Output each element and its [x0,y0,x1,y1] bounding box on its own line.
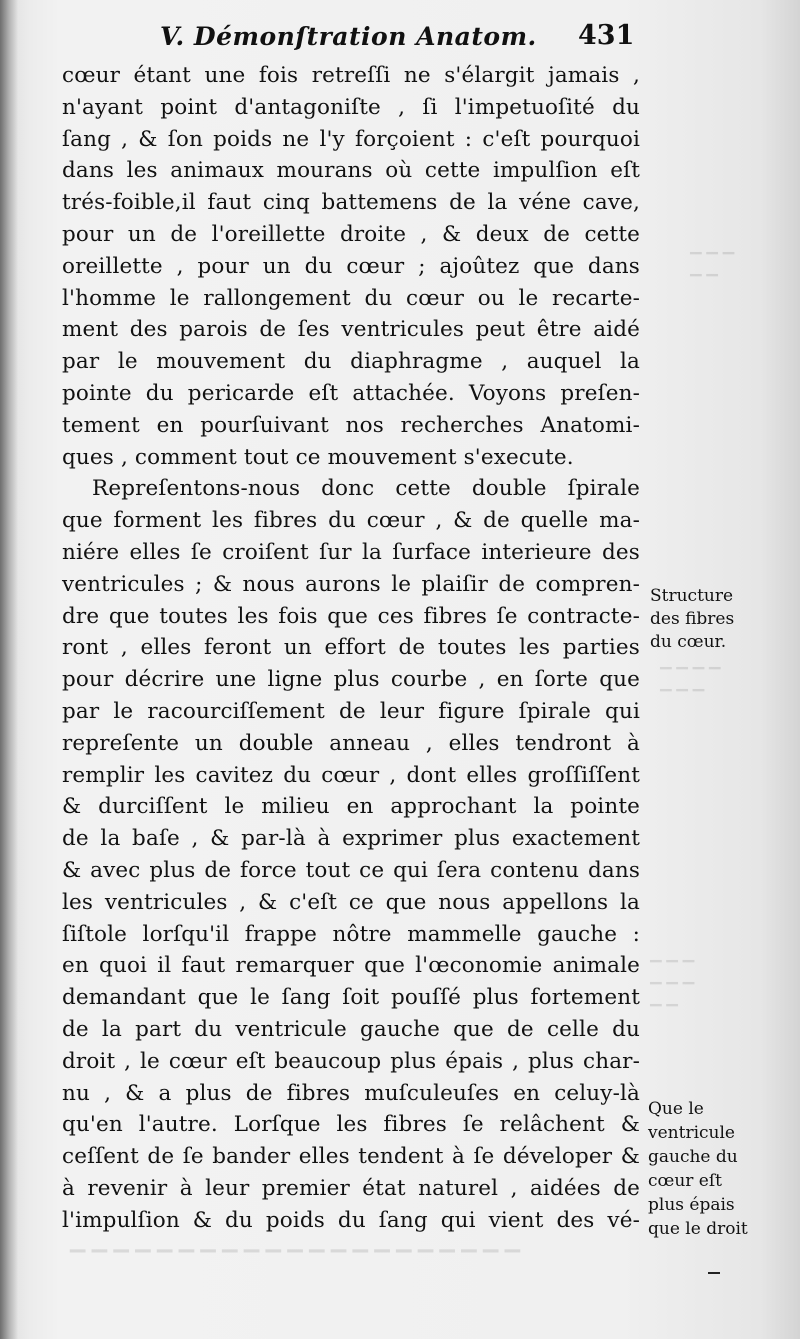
text-line: oreillette , pour un du cœur ; ajoûtez que dans [62,253,640,279]
body-text [62,60,640,1236]
margin-note-line: que le droit [648,1219,748,1239]
text-line: cœur étant une fois retreſſi ne s'élargit jamais , [62,63,640,88]
margin-note-line: gauche du [648,1147,738,1167]
text-line: de la part du ventricule gauche que de celle du [62,1016,640,1042]
text-line: ſiſtole lorſqu'il frappe nôtre mammelle gauche : [62,921,640,947]
text-line: en quoi il faut remarquer que l'œconomie animale [62,953,640,979]
text-line: par le mouvement du diaphragme , auquel la [62,349,640,375]
text-line: ques , comment tout ce mouvement s'execute. [62,444,574,470]
text-line: que forment les fibres du cœur , & de quelle ma- [62,508,640,534]
margin-note-line: Structure [650,586,734,606]
text-line: remplir les cavitez du cœur , dont elles groſſiſſent [62,762,640,788]
text-line: les ventricules , & c'eſt ce que nous appellons la [62,889,640,915]
show-through-text: ▔ ▔ ▔ ▔ ▔ ▔ ▔ [660,667,721,707]
binding-shadow [0,0,18,1339]
margin-note-line: Que le [648,1099,704,1119]
margin-note-line: des fibres [650,609,735,629]
text-line: ceſſent de ſe bander elles tendent à ſe déveloper & [62,1144,640,1170]
text-line: ſang , & ſon poids ne l'y forçoient : c'eſt pourquoi [62,126,640,152]
page-number: 431 [578,20,635,51]
margin-note-line: ventricule [648,1123,735,1143]
text-line: demandant que le ſang ſoit pouſſé plus fortement [62,985,640,1011]
paragraph-start-line: Repreſentons-nous donc cette double ſpirale [92,476,640,502]
margin-note-line: cœur eſt [648,1171,722,1191]
margin-note-structure [650,585,734,654]
text-line: dans les animaux mourans où cette impulſion eſt [62,158,640,184]
catchword-dash [708,1272,720,1274]
text-line: trés-foible,il faut cinq battemens de la véne cave, [62,190,640,216]
text-line: qu'en l'autre. Lorſque les fibres ſe relâchent & [62,1112,640,1138]
text-line: à revenir à leur premier état naturel , aidées de [62,1175,640,1201]
text-line: tement en pourſuivant nos recherches Anatomi- [62,412,640,438]
text-line: & avec plus de force tout ce qui ſera contenu dans [62,857,640,883]
text-line: ment des parois de ſes ventricules peut être aidé [62,317,640,343]
text-line: repreſente un double anneau , elles tendront à [62,730,640,756]
margin-note-line: du cœur. [650,632,727,652]
show-through-text: ▔ ▔ ▔ ▔ ▔ ▔ ▔ ▔ ▔ ▔ ▔ ▔ ▔ ▔ ▔ ▔ ▔ ▔ ▔ ▔ ▔ [70,1249,521,1273]
margin-note-line: plus épais [648,1195,735,1215]
show-through-text: ▔ ▔ ▔ ▔ ▔ ▔ ▔ ▔ [650,960,695,1022]
text-line: & durciſſent le milieu en approchant la pointe [62,794,640,820]
text-line: pour un de l'oreillette droite , & deux de cette [62,221,640,247]
text-line: pour décrire une ligne plus courbe , en ſorte que [62,667,640,693]
text-line: l'impulſion & du poids du ſang qui vient des vé- [62,1207,640,1233]
text-line: ventricules ; & nous aurons le plaiſir de compren- [62,571,640,597]
text-line: droit , le cœur eſt beaucoup plus épais , plus char- [62,1048,640,1074]
text-line: n'ayant point d'antagoniſte , ſi l'impetuoſité du [62,94,640,120]
text-line: ront , elles feront un effort de toutes les parties [62,635,640,661]
text-line: par le racourciſſement de leur figure ſpirale qui [62,698,640,724]
text-line: pointe du pericarde eſt attachée. Voyons preſen- [62,380,640,406]
text-line: niére elles ſe croiſent ſur la ſurface interieure des [62,539,640,565]
running-head: V. Démonſtration Anatom. [160,22,537,51]
page-header [0,14,800,58]
show-through-text: ▔ ▔ ▔ ▔ ▔ [690,252,735,292]
margin-note-ventricle [648,1097,748,1241]
text-line: l'homme le rallongement du cœur ou le recarte- [62,285,640,311]
text-line: de la baſe , & par-là à exprimer plus exactement [62,826,640,852]
text-line: dre que toutes les fois que ces fibres ſe contracte- [62,603,640,629]
text-line: nu , & a plus de fibres muſculeuſes en celuy-là [62,1080,640,1106]
